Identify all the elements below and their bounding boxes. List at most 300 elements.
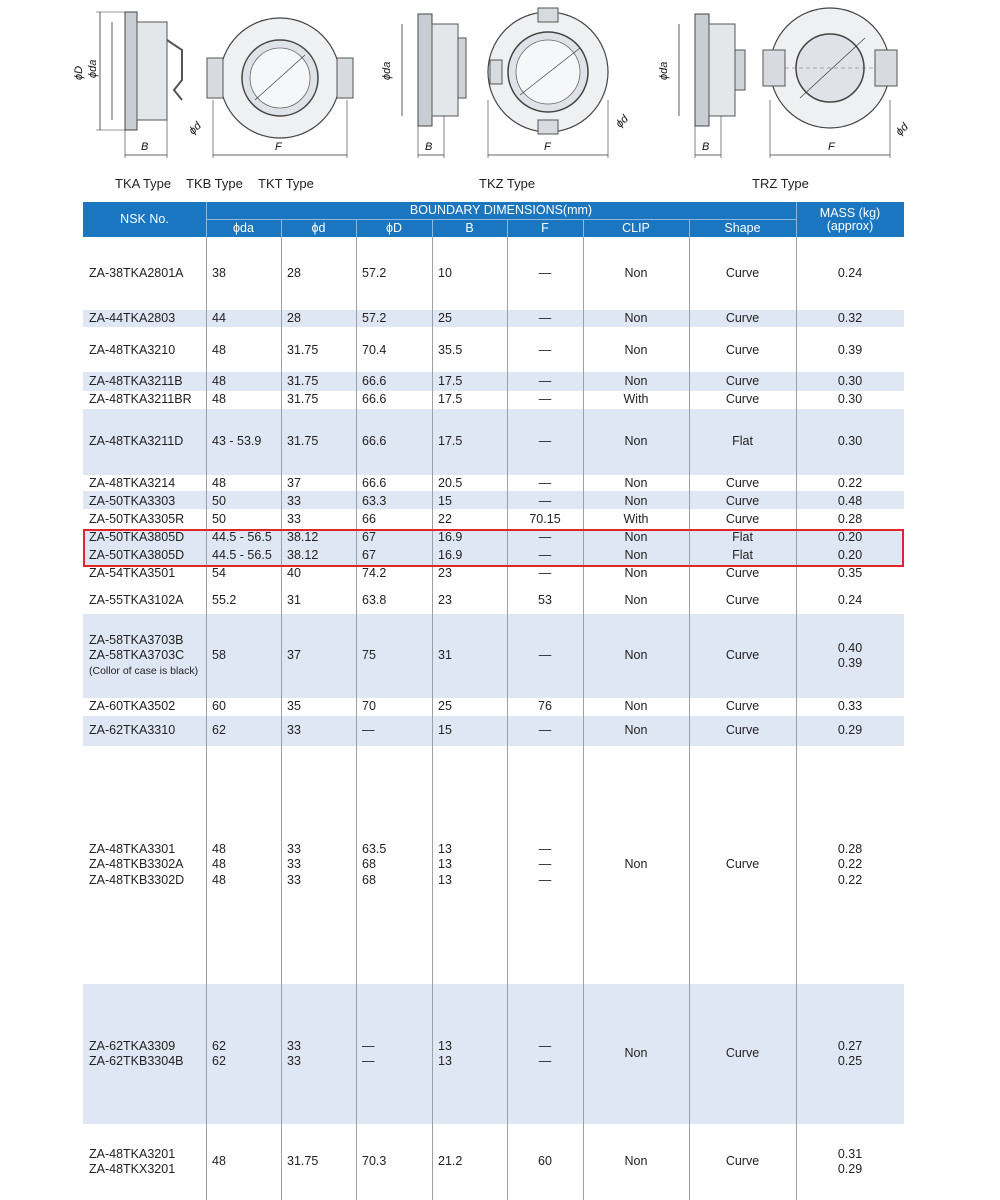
cell-D (356, 237, 438, 310)
header-nsk-no: NSK No. (120, 212, 169, 226)
cell-clip (583, 493, 689, 510)
cell-mass-text: 0.48 (837, 493, 863, 508)
cell-nsk-text: ZA-58TKA3703B ZA-58TKA3703C (89, 632, 185, 663)
cell-D (356, 310, 438, 327)
cell-clip (583, 409, 689, 475)
phida-label: ϕda (87, 59, 99, 78)
cell-shape-text: Flat (732, 548, 753, 563)
header-phida: ϕda (233, 220, 254, 235)
cell-mass (796, 310, 904, 327)
cell-d-text: 28 (287, 265, 301, 280)
cell-da-text: 62 (212, 723, 226, 738)
cell-nsk (83, 698, 212, 716)
cell-nsk-text: ZA-50TKA3805D (89, 530, 185, 545)
table-row (83, 391, 904, 409)
cell-d (281, 698, 362, 716)
cell-d-text: 31.75 (287, 373, 319, 388)
tkz-side-diagram (378, 0, 478, 170)
cell-da-text: 48 (212, 373, 226, 388)
cell-shape (689, 565, 796, 582)
f-label: F (275, 141, 282, 153)
cell-D (356, 1124, 438, 1200)
cell-d-text: 33 33 (287, 1038, 301, 1068)
cell-D-text: 66 (362, 511, 376, 526)
cell-shape-text: Curve (725, 857, 760, 872)
phiD-label: ϕD (73, 65, 85, 80)
cell-shape-text: Curve (725, 723, 760, 738)
cell-D (356, 614, 438, 698)
cell-nsk (83, 984, 212, 1124)
tkb-type-label: TKB Type (186, 176, 243, 191)
cell-d (281, 310, 362, 327)
cell-B (432, 529, 513, 547)
phida-label-trz: ϕda (658, 61, 670, 80)
cell-da (206, 310, 287, 327)
cell-B-text: 10 (438, 265, 452, 280)
header-b: B (465, 220, 474, 235)
cell-mass-text: 0.30 (837, 373, 863, 388)
cell-D (356, 547, 438, 565)
cell-d-text: 31.75 (287, 343, 319, 358)
cell-mass (796, 1124, 904, 1200)
cell-da (206, 529, 287, 547)
cell-D-text: 75 (362, 648, 376, 663)
cell-F (507, 330, 583, 372)
table-body (83, 237, 904, 1200)
cell-mass (796, 391, 904, 409)
cell-B-text: 17.5 (438, 373, 463, 388)
phid-label-tkz: ϕd (613, 112, 631, 131)
cell-d (281, 237, 362, 310)
cell-nsk-text: ZA-54TKA3501 (89, 565, 176, 580)
table-row (83, 565, 904, 582)
cell-F (507, 529, 583, 547)
cell-nsk-text: ZA-62TKA3309 ZA-62TKB3304B (89, 1038, 184, 1068)
cell-F (507, 372, 583, 391)
cell-D-text: 63.3 (362, 493, 387, 508)
cell-D-text: 63.5 68 68 (362, 841, 387, 887)
table-row (83, 1124, 904, 1200)
table-row (83, 984, 904, 1124)
cell-da-text: 50 (212, 511, 226, 526)
phida-label-tkz: ϕda (381, 61, 393, 80)
cell-B (432, 746, 513, 984)
cell-F-text: — (538, 392, 552, 407)
cell-F-text: — (538, 530, 552, 545)
cell-D-text: 66.6 (362, 373, 387, 388)
cell-F (507, 475, 583, 493)
cell-shape (689, 746, 796, 984)
cell-d-text: 31.75 (287, 434, 319, 449)
cell-d-text: 33 (287, 511, 301, 526)
cell-mass (796, 409, 904, 475)
cell-nsk-text: ZA-48TKA3211D (89, 434, 184, 449)
cell-clip (583, 510, 689, 529)
cell-d (281, 614, 362, 698)
cell-da (206, 493, 287, 510)
diagram-area (0, 0, 1000, 200)
cell-F (507, 614, 583, 698)
b-label-trz: B (702, 141, 710, 153)
cell-clip-text: Non (624, 1154, 648, 1169)
cell-shape (689, 614, 796, 698)
cell-F (507, 716, 583, 746)
cell-clip-text: Non (624, 1046, 648, 1061)
cell-D-text: 70.4 (362, 343, 387, 358)
cell-shape-text: Curve (725, 343, 760, 358)
cell-da (206, 587, 287, 614)
cell-d-text: 40 (287, 565, 301, 580)
cell-mass (796, 698, 904, 716)
cell-nsk (83, 716, 212, 746)
cell-B-text: 22 (438, 511, 452, 526)
cell-da (206, 475, 287, 493)
cell-da-text: 48 (212, 392, 226, 407)
cell-clip-text: Non (624, 857, 648, 872)
cell-B-text: 13 13 13 (438, 841, 452, 887)
tka-type-label: TKA Type (115, 176, 172, 191)
cell-clip (583, 698, 689, 716)
header-boundary: BOUNDARY DIMENSIONS(mm) (409, 203, 593, 217)
cell-nsk-text: ZA-50TKA3305R (89, 511, 185, 526)
cell-nsk (83, 529, 212, 547)
cell-d (281, 330, 362, 372)
cell-mass-text: 0.35 (837, 565, 863, 580)
table-row (83, 529, 904, 547)
cell-mass-text: 0.29 (837, 723, 863, 738)
cell-clip-text: Non (624, 343, 648, 358)
cell-D (356, 565, 438, 582)
cell-D (356, 529, 438, 547)
cell-note: (Collor of case is black) (89, 664, 199, 677)
cell-B (432, 587, 513, 614)
header-shape: Shape (724, 220, 761, 235)
cell-clip (583, 1124, 689, 1200)
cell-D (356, 493, 438, 510)
cell-da-text: 48 (212, 1154, 226, 1169)
cell-D-text: — — (362, 1038, 375, 1068)
cell-nsk (83, 237, 212, 310)
cell-da (206, 984, 287, 1124)
cell-nsk (83, 587, 212, 614)
trz-type-label: TRZ Type (752, 176, 809, 191)
cell-d (281, 475, 362, 493)
cell-da-text: 44.5 - 56.5 (212, 548, 272, 563)
cell-mass (796, 475, 904, 493)
cell-B-text: 23 (438, 565, 452, 580)
cell-F-text: 60 (538, 1154, 552, 1169)
cell-da (206, 565, 287, 582)
cell-F-text: — (538, 723, 552, 738)
cell-F-text: — (538, 434, 552, 449)
cell-D (356, 698, 438, 716)
cell-D (356, 984, 438, 1124)
table-row (83, 698, 904, 716)
cell-F (507, 493, 583, 510)
cell-da-text: 48 (212, 343, 226, 358)
cell-shape-text: Curve (725, 373, 760, 388)
cell-D-text: 66.6 (362, 434, 387, 449)
cell-B (432, 493, 513, 510)
cell-clip-text: Non (624, 648, 648, 663)
cell-F-text: — (538, 373, 552, 388)
cell-F-text: — — (538, 1038, 552, 1068)
cell-clip (583, 529, 689, 547)
f-label-tkz: F (544, 141, 551, 153)
cell-D-text: 67 (362, 530, 376, 545)
cell-mass-text: 0.20 (837, 548, 863, 563)
cell-F (507, 547, 583, 565)
cell-B (432, 614, 513, 698)
cell-clip-text: Non (624, 699, 648, 714)
cell-F-text: — (538, 265, 552, 280)
table-row (83, 716, 904, 746)
cell-d-text: 31.75 (287, 392, 319, 407)
f-label-trz: F (828, 141, 835, 153)
cell-shape (689, 698, 796, 716)
cell-F-text: — — — (538, 841, 552, 887)
cell-d (281, 1124, 362, 1200)
cell-F-text: 70.15 (529, 511, 561, 526)
cell-D (356, 587, 438, 614)
cell-d-text: 37 (287, 476, 301, 491)
cell-B (432, 409, 513, 475)
cell-da-text: 54 (212, 565, 226, 580)
cell-nsk (83, 493, 212, 510)
trz-side-diagram (655, 0, 755, 170)
cell-D-text: — (362, 723, 375, 738)
cell-da (206, 409, 287, 475)
cell-d-text: 31 (287, 592, 301, 607)
cell-shape (689, 237, 796, 310)
cell-mass-text: 0.39 (837, 343, 863, 358)
cell-B-text: 20.5 (438, 476, 463, 491)
cell-clip (583, 746, 689, 984)
cell-B-text: 23 (438, 592, 452, 607)
tka-front-diagram (186, 0, 365, 170)
cell-F-text: — (538, 310, 552, 325)
cell-D-text: 63.8 (362, 592, 387, 607)
cell-nsk-text: ZA-48TKA3201 ZA-48TKX3201 (89, 1146, 176, 1176)
cell-F (507, 510, 583, 529)
cell-D-text: 57.2 (362, 310, 387, 325)
cell-D-text: 66.6 (362, 392, 387, 407)
cell-d-text: 33 (287, 493, 301, 508)
cell-da (206, 614, 287, 698)
cell-F (507, 310, 583, 327)
cell-shape-text: Flat (732, 434, 753, 449)
cell-clip-text: With (623, 392, 649, 407)
cell-B-text: 31 (438, 648, 452, 663)
table-row (83, 330, 904, 372)
cell-shape (689, 409, 796, 475)
cell-clip (583, 614, 689, 698)
table-header (83, 202, 904, 237)
cell-B (432, 510, 513, 529)
table-row (83, 237, 904, 310)
cell-clip-text: Non (624, 310, 648, 325)
cell-shape-text: Curve (725, 565, 760, 580)
cell-clip-text: Non (624, 476, 648, 491)
header-phid: ϕd (311, 220, 326, 235)
cell-B-text: 15 (438, 493, 452, 508)
cell-nsk (83, 614, 212, 698)
cell-D (356, 746, 438, 984)
cell-d (281, 716, 362, 746)
cell-clip (583, 587, 689, 614)
cell-nsk-text: ZA-48TKA3214 (89, 476, 176, 491)
cell-F (507, 984, 583, 1124)
cell-da-text: 48 48 48 (212, 841, 226, 887)
cell-B-text: 25 (438, 699, 452, 714)
cell-F (507, 409, 583, 475)
cell-B-text: 15 (438, 723, 452, 738)
cell-F (507, 391, 583, 409)
cell-nsk-text: ZA-50TKA3805D (89, 548, 185, 563)
cell-B-text: 21.2 (438, 1154, 463, 1169)
table-row (83, 493, 904, 510)
phid-label: ϕd (186, 119, 204, 138)
cell-da (206, 330, 287, 372)
cell-clip (583, 984, 689, 1124)
cell-shape-text: Curve (725, 1154, 760, 1169)
cell-mass (796, 510, 904, 529)
cell-nsk-text: ZA-62TKA3310 (89, 723, 176, 738)
cell-shape-text: Curve (725, 648, 760, 663)
cell-D-text: 57.2 (362, 265, 387, 280)
cell-da-text: 55.2 (212, 592, 237, 607)
cell-shape (689, 510, 796, 529)
cell-D-text: 66.6 (362, 476, 387, 491)
cell-B (432, 1124, 513, 1200)
cell-shape-text: Curve (725, 493, 760, 508)
cell-D (356, 330, 438, 372)
cell-mass (796, 716, 904, 746)
cell-shape (689, 984, 796, 1124)
cell-shape-text: Curve (725, 699, 760, 714)
cell-mass (796, 529, 904, 547)
cell-B (432, 547, 513, 565)
cell-B (432, 984, 513, 1124)
cell-d-text: 33 33 33 (287, 841, 301, 887)
cell-B-text: 16.9 (438, 548, 463, 563)
cell-mass-text: 0.33 (837, 699, 863, 714)
cell-shape-text: Curve (725, 265, 760, 280)
cell-D-text: 70.3 (362, 1154, 387, 1169)
cell-B-text: 17.5 (438, 392, 463, 407)
cell-F-text: 76 (538, 699, 552, 714)
cell-nsk (83, 475, 212, 493)
cell-mass (796, 614, 904, 698)
cell-shape (689, 310, 796, 327)
cell-shape (689, 330, 796, 372)
cell-d (281, 529, 362, 547)
table-row (83, 547, 904, 565)
cell-shape (689, 475, 796, 493)
table-row (83, 746, 904, 984)
table-row (83, 310, 904, 327)
cell-clip (583, 475, 689, 493)
cell-clip (583, 391, 689, 409)
cell-mass (796, 330, 904, 372)
cell-F (507, 698, 583, 716)
cell-shape (689, 372, 796, 391)
cell-D-text: 70 (362, 699, 376, 714)
cell-F-text: — (538, 476, 552, 491)
cell-da-text: 43 - 53.9 (212, 434, 262, 449)
cell-F-text: — (538, 648, 552, 663)
cell-B (432, 391, 513, 409)
cell-clip-text: Non (624, 434, 648, 449)
cell-D-text: 67 (362, 548, 376, 563)
cell-shape (689, 587, 796, 614)
cell-nsk (83, 409, 212, 475)
cell-shape-text: Flat (732, 530, 753, 545)
cell-da (206, 372, 287, 391)
cell-B-text: 17.5 (438, 434, 463, 449)
cell-mass (796, 565, 904, 582)
tkt-type-label: TKT Type (258, 176, 314, 191)
cell-mass-text: 0.31 0.29 (837, 1146, 863, 1176)
cell-shape-text: Curve (725, 310, 760, 325)
cell-clip-text: Non (624, 548, 648, 563)
cell-clip-text: Non (624, 373, 648, 388)
cell-shape (689, 391, 796, 409)
cell-da (206, 716, 287, 746)
cell-clip-text: Non (624, 493, 648, 508)
cell-shape-text: Curve (725, 511, 760, 526)
table-row (83, 510, 904, 529)
cell-nsk-text: ZA-48TKA3210 (89, 343, 176, 358)
cell-D (356, 409, 438, 475)
cell-da (206, 237, 287, 310)
cell-B (432, 372, 513, 391)
cell-d-text: 37 (287, 648, 301, 663)
table-row (83, 614, 904, 698)
cell-F (507, 1124, 583, 1200)
cell-da (206, 746, 287, 984)
cell-d-text: 35 (287, 699, 301, 714)
cell-nsk-text: ZA-55TKA3102A (89, 592, 184, 607)
cell-nsk (83, 372, 212, 391)
cell-nsk-text: ZA-48TKA3211BR (89, 392, 192, 407)
cell-d (281, 409, 362, 475)
cell-d-text: 33 (287, 723, 301, 738)
cell-mass-text: 0.24 (837, 265, 863, 280)
cell-clip-text: Non (624, 592, 648, 607)
cell-d (281, 547, 362, 565)
cell-da-text: 44.5 - 56.5 (212, 530, 272, 545)
cell-da-text: 60 (212, 699, 226, 714)
cell-clip (583, 547, 689, 565)
cell-nsk (83, 510, 212, 529)
cell-F (507, 237, 583, 310)
cell-da (206, 1124, 287, 1200)
b-label-tkz: B (425, 141, 433, 153)
cell-d-text: 38.12 (287, 548, 319, 563)
cell-mass-text: 0.32 (837, 310, 863, 325)
cell-B-text: 16.9 (438, 530, 463, 545)
cell-B (432, 565, 513, 582)
cell-shape (689, 716, 796, 746)
cell-B-text: 35.5 (438, 343, 463, 358)
cell-mass-text: 0.30 (837, 434, 863, 449)
bearing-table (83, 202, 904, 1200)
cell-d (281, 587, 362, 614)
cell-B (432, 237, 513, 310)
cell-mass-text: 0.20 (837, 530, 863, 545)
cell-shape-text: Curve (725, 392, 760, 407)
